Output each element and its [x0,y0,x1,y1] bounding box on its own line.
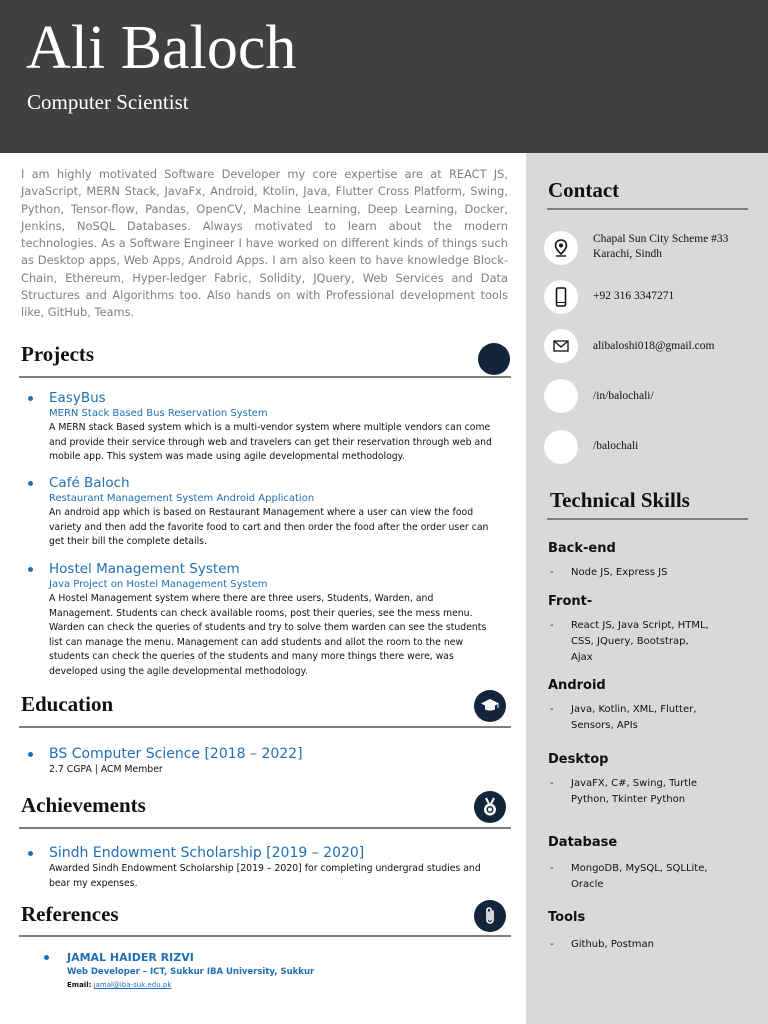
bullet-icon [28,851,33,856]
skill-group-heading: Desktop [548,752,609,767]
education-title: BS Computer Science [2018 – 2022] [49,746,303,762]
bullet-icon [28,396,33,401]
contact-address [593,232,728,262]
bullet-icon [28,752,33,757]
contact-linkedin[interactable]: /in/balochali/ [593,390,654,402]
reference-email-label: Email: [67,981,92,989]
skill-item: MongoDB, MySQL, SQLLite, Oracle [571,863,708,890]
skill-group-heading: Tools [548,910,586,925]
bullet-icon [44,955,49,960]
achievement-title: Sindh Endowment Scholarship [2019 – 2020] [49,845,365,861]
references-divider [19,935,511,937]
skill-item: Node JS, Express JS [571,567,668,578]
reference-name: JAMAL HAIDER RIZVI [67,951,194,964]
skill-group-heading: Back-end [548,541,616,556]
education-item [28,745,498,778]
skills-heading: Technical Skills [550,488,690,512]
project-item [28,560,498,680]
project-title: EasyBus [49,390,106,406]
candidate-role: Computer Scientist [27,90,189,114]
education-details: 2.7 CGPA | ACM Member [49,764,163,775]
education-divider [19,726,511,728]
references-heading: References [21,902,119,926]
reference-email-row [67,981,171,989]
skill-item: Github, Postman [571,939,654,950]
project-subtitle: MERN Stack Based Bus Reservation System [49,408,268,419]
projects-heading: Projects [21,342,95,366]
skill-list: - React JS, Java Script, HTML, CSS, JQuery, Bootstrap, Ajax [550,618,710,666]
achievements-divider [19,827,511,829]
skill-list: - Github, Postman [550,937,740,953]
project-subtitle: Java Project on Hostel Management System [49,579,268,590]
project-title: Café Baloch [49,475,130,491]
skill-item: JavaFX, C#, Swing, Turtle Python, Tkinter Python [571,778,698,805]
project-description: A MERN stack Based system which is a multi-vendor system where multiple vendors can come and provide their service through web and travelers can get their reservation through web and mobile app. This system was made using agile developmental methodology. [49,422,492,463]
project-description: A Hostel Management system where there are three users, Students, Warden, and Management. Students can check available rooms, post their queries, see the mess menu. Warden can check the queries of students and try to solve them warden can see the students list can manage the menu. Management can add students and allot the room to the new students can check the queries of the students and many more things there were, was developed using the agile developmental methodology. [49,593,487,677]
resume-header [0,0,768,153]
paperclip-icon [474,900,506,932]
achievement-item [28,844,498,891]
skill-item: React JS, Java Script, HTML, CSS, JQuery, Bootstrap, Ajax [571,620,709,663]
skill-list: - MongoDB, MySQL, SQLLite, Oracle [550,861,720,893]
project-title: Hostel Management System [49,561,240,577]
reference-email-link[interactable]: jamal@iba-suk.edu.pk [93,981,172,989]
projects-divider [19,376,511,378]
skill-list: - Java, Kotlin, XML, Flutter, Sensors, APIs [550,702,720,734]
linkedin-icon [544,379,578,413]
skill-item: Java, Kotlin, XML, Flutter, Sensors, APIs [571,704,697,731]
skill-group-heading: Android [548,678,606,693]
contact-email[interactable]: alibaloshi018@gmail.com [593,340,715,352]
skill-list: - Node JS, Express JS [550,565,740,581]
achievements-heading: Achievements [21,793,146,817]
contact-heading: Contact [548,178,620,202]
profile-summary: I am highly motivated Software Developer my core expertise are at REACT JS, JavaScript, MERN Stack, JavaFx, Android, Ktolin, Java, Flutter Cross Platform, Swing, Python, Tensor-flow, Pandas, OpenCV, Machine Learning, Deep Learning, Docker, Jenkins, NoSQL Databases. Always motivated to learn about the modern technologies. As a Software Engineer I have worked on different kinds of things such as Desktop apps, Web Apps, Android Apps. I am also keen to have knowledge Block-Chain, Ethereum, Hyper-ledger Fabric, Solidity, JQuery, Web Services and Data Structures and Algorithms too. Also hands on with Professional development tools like, GitHub, Teams. [21,167,508,320]
achievement-description: Awarded Sindh Endowment Scholarship [2019 – 2020] for completing undergrad studies and bear my expenses. [49,863,481,889]
project-item [28,389,498,465]
candidate-name: Ali Baloch [26,14,297,82]
medal-icon [474,791,506,823]
address-line-2: Karachi, Sindh [593,248,662,260]
address-line-1: Chapal Sun City Scheme #33 [593,233,729,245]
skills-divider [547,518,748,520]
education-heading: Education [21,692,114,716]
projects-icon [478,343,510,375]
skill-list: - JavaFX, C#, Swing, Turtle Python, Tkinter Python [550,776,720,808]
project-item [28,474,498,550]
skill-group-heading: Front- [548,594,593,609]
reference-role: Web Developer – ICT, Sukkur IBA University, Sukkur [67,967,315,977]
mail-icon [544,329,578,363]
phone-icon [544,280,578,314]
project-subtitle: Restaurant Management System Android Application [49,493,315,504]
location-pin-icon [544,231,578,265]
graduation-cap-icon [474,690,506,722]
contact-phone: +92 316 3347271 [593,290,675,302]
bullet-icon [28,481,33,486]
contact-github[interactable]: /balochali [593,440,639,452]
github-icon [544,430,578,464]
bullet-icon [28,567,33,572]
skill-group-heading: Database [548,835,618,850]
project-description: An android app which is based on Restaurant Management where a user can view the food variety and then add the favorite food to cart and then order the food after the order user can get their bill the complete details. [49,507,489,548]
contact-divider [547,208,748,210]
